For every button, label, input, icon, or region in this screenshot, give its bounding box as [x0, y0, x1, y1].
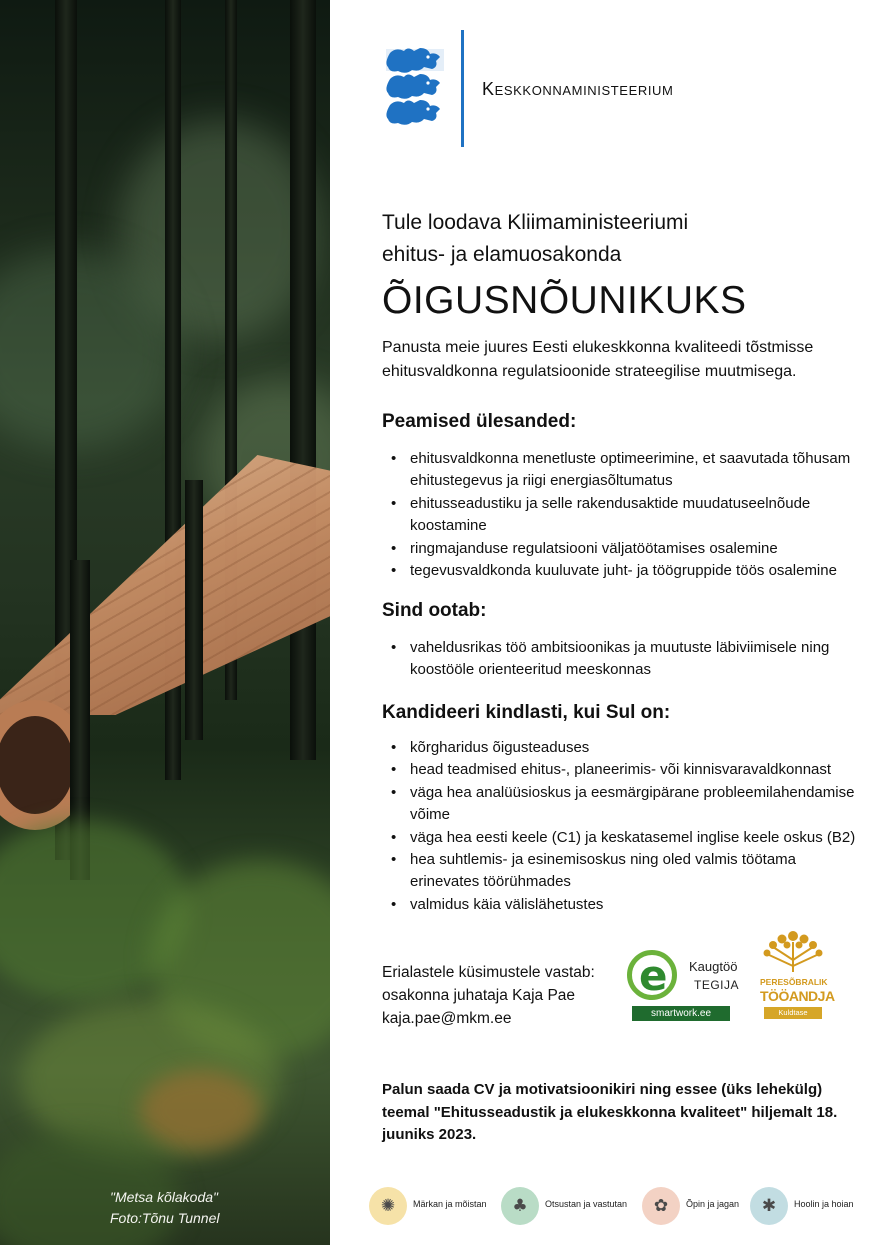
- three-lions-crest-icon: [384, 45, 446, 130]
- caption-credit: Foto:Tõnu Tunnel: [110, 1210, 220, 1226]
- family-line-2: TÖÖANDJA: [760, 988, 835, 1004]
- job-title: ÕIGUSNÕUNIKUKS: [382, 279, 747, 322]
- list-item: • tegevusvaldkonda kuuluvate juht- ja töögruppide töös osalemine: [382, 560, 862, 582]
- forest-photo: [0, 0, 330, 1245]
- family-line-1: PERESÕBRALIK: [760, 977, 828, 987]
- remote-title: Kaugtöö: [689, 959, 738, 974]
- values-row: [369, 1187, 869, 1227]
- value-label: Õpin ja jagan: [686, 1199, 740, 1209]
- requirements-heading: Kandideeri kindlasti, kui Sul on:: [382, 702, 671, 723]
- job-intro: [382, 207, 688, 271]
- bee-icon: ✺: [369, 1187, 407, 1225]
- e-letter-icon: e: [627, 950, 677, 1000]
- remote-subtitle: TEGIJA: [694, 978, 740, 992]
- family-friendly-badge: [760, 930, 835, 1025]
- list-item: • vaheldusrikas töö ambitsioonikas ja muutuste läbiviimisele ning koostööle orienteeritud meeskonnas: [382, 637, 862, 682]
- tree-icon: ♣: [501, 1187, 539, 1225]
- list-item: • väga hea analüüsioskus ja eesmärgipärane probleemilahendamise võime: [382, 782, 862, 827]
- caption-title: "Metsa kõlakoda": [110, 1189, 218, 1205]
- list-item: • ehitusvaldkonna menetluste optimeerimine, et saavutada tõhusam ehitustegevus ja riigi energiasõltumatus: [382, 448, 862, 493]
- contact-intro: Erialastele küsimustele vastab:: [382, 964, 595, 981]
- tasks-list: [382, 448, 862, 582]
- contact-block: [382, 961, 595, 1030]
- offer-heading: Sind ootab:: [382, 600, 487, 621]
- intro-line-2: ehitus- ja elamuosakonda: [382, 243, 622, 266]
- family-level: Kuldtase: [764, 1007, 822, 1019]
- remote-strip: smartwork.ee: [632, 1006, 730, 1021]
- value-label: Hoolin ja hoian: [794, 1199, 854, 1209]
- requirements-list: [382, 737, 862, 916]
- value-label: Märkan ja mõistan: [413, 1199, 487, 1209]
- family-tree-icon: [762, 930, 824, 974]
- ant-icon: ✱: [750, 1187, 788, 1225]
- intro-line-1: Tule loodava Kliimaministeeriumi: [382, 211, 689, 234]
- tasks-heading: Peamised ülesanded:: [382, 411, 577, 432]
- photo-caption: [110, 1187, 219, 1229]
- application-instructions: Palun saada CV ja motivatsioonikiri ning essee (üks lehekülg) teemal "Ehitusseadustik ja elukeskkonna kvaliteet" hiljemalt 18. juuniks 2023.: [382, 1081, 838, 1143]
- list-item: • head teadmised ehitus-, planeerimis- või kinnisvaravaldkonnast: [382, 759, 862, 781]
- list-item: • kõrgharidus õigusteaduses: [382, 737, 862, 759]
- flower-icon: ✿: [642, 1187, 680, 1225]
- remote-work-badge: [622, 948, 740, 1024]
- organization-name: Keskkonnaministeerium: [482, 79, 674, 99]
- offer-list: [382, 637, 862, 682]
- list-item: • ringmajanduse regulatsiooni väljatöötamises osalemine: [382, 538, 862, 560]
- value-label: Otsustan ja vastutan: [545, 1199, 628, 1209]
- list-item: • valmidus käia välislähetustes: [382, 894, 862, 916]
- contact-person: osakonna juhataja Kaja Pae: [382, 987, 576, 1004]
- logo-divider: [461, 30, 464, 147]
- contact-email[interactable]: kaja.pae@mkm.ee: [382, 1010, 512, 1027]
- list-item: • hea suhtlemis- ja esinemisoskus ning oled valmis töötama erinevates töörühmades: [382, 849, 862, 894]
- job-lead: Panusta meie juures Eesti elukeskkonna kvaliteedi tõstmisse ehitusvaldkonna regulatsioonide strateegilise muutmisega.: [382, 339, 814, 380]
- list-item: • väga hea eesti keele (C1) ja keskatasemel inglise keele oskus (B2): [382, 827, 862, 849]
- list-item: • ehitusseadustiku ja selle rakendusaktide muudatuseelnõude koostamine: [382, 493, 862, 538]
